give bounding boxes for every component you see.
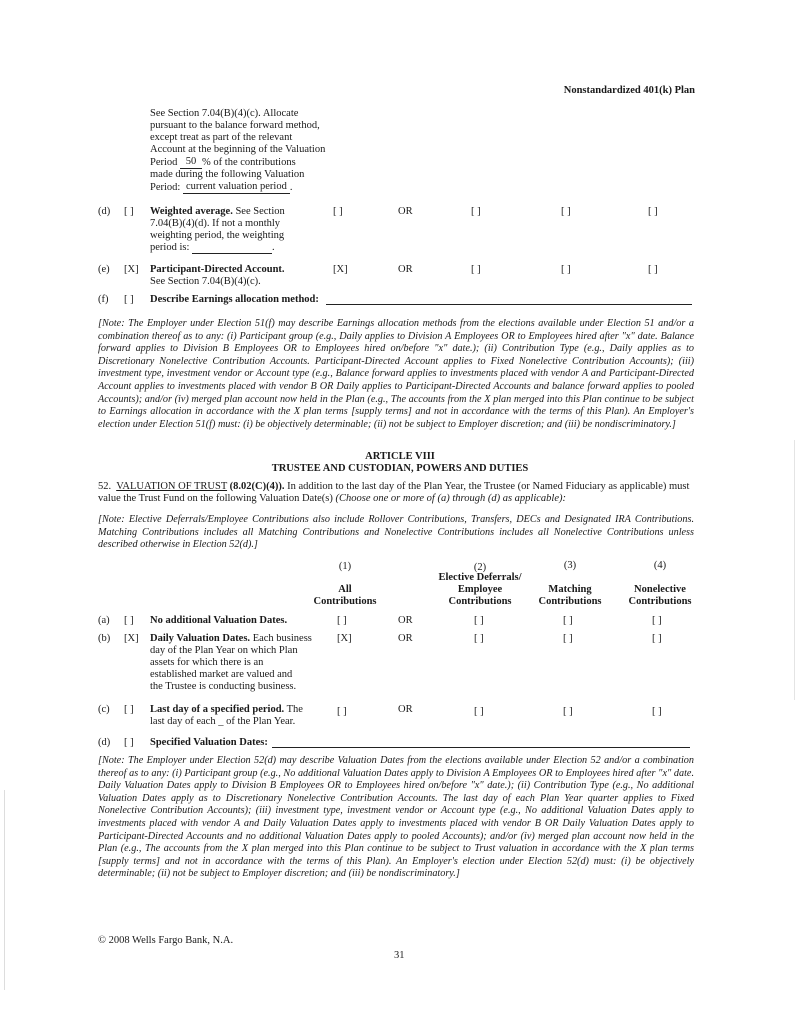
percent-rest: % of the contributions bbox=[202, 157, 296, 168]
col1-checkbox[interactable]: [X] bbox=[337, 633, 352, 644]
row-desc-line: day of the Plan Year on which Plan bbox=[150, 645, 298, 656]
col3-checkbox[interactable]: [ ] bbox=[561, 206, 571, 217]
row-checkbox[interactable]: [ ] bbox=[124, 704, 134, 715]
section-instruction: (Choose one or more of (a) through (d) as applicable): bbox=[335, 493, 566, 505]
carryover-block bbox=[150, 108, 350, 194]
row-title: Last day of a specified period. bbox=[150, 704, 285, 715]
row-description bbox=[150, 633, 340, 693]
section-52-intro bbox=[98, 481, 694, 506]
percent-line bbox=[150, 156, 350, 169]
row-desc-line: last day of each _ of the Plan Year. bbox=[150, 716, 296, 727]
row-checkbox[interactable]: [X] bbox=[124, 633, 139, 644]
col1-label: All Contributions bbox=[313, 584, 377, 607]
row-letter: (e) bbox=[98, 264, 110, 275]
row-desc-line: assets for which there is an bbox=[150, 657, 264, 668]
col1-checkbox[interactable]: [ ] bbox=[337, 706, 347, 717]
col3-number: (3) bbox=[563, 560, 577, 571]
row-letter: (b) bbox=[98, 633, 111, 644]
row-title-rest: The bbox=[284, 704, 303, 715]
col4-checkbox[interactable]: [ ] bbox=[652, 615, 662, 626]
note-52-pre: [Note: Elective Deferrals/Employee Contributions also include Rollover Contributions, Transfers, DECs and Designated IRA Contributions. Matching Contributions includes all Matching Contributions and Nonelective Contributions includes all Nonelective Contributions unless described otherwise in Election 52(d).] bbox=[98, 514, 694, 551]
or-label: OR bbox=[398, 206, 413, 217]
col1-checkbox[interactable]: [ ] bbox=[333, 206, 343, 217]
earnings-method-field[interactable] bbox=[326, 304, 692, 305]
row-letter: (d) bbox=[98, 737, 111, 748]
period-word: Period bbox=[150, 157, 178, 168]
col2-checkbox[interactable]: [ ] bbox=[474, 706, 484, 717]
row-title: Weighted average. bbox=[150, 206, 233, 217]
col2-checkbox[interactable]: [ ] bbox=[471, 206, 481, 217]
made-line: made during the following Valuation bbox=[150, 169, 305, 180]
row-desc-line: period is: bbox=[150, 242, 190, 253]
row-title: Daily Valuation Dates. bbox=[150, 633, 251, 644]
section-intro-text: In addition to the last day of the Plan Year, the Trustee (or Named Fiduciary as applicable) must value the Trust Fund on the following Valuation Date(s) bbox=[98, 481, 690, 505]
or-label: OR bbox=[398, 264, 413, 275]
row-checkbox[interactable]: [ ] bbox=[124, 294, 134, 305]
row-checkbox[interactable]: [X] bbox=[124, 264, 139, 275]
row-checkbox[interactable]: [ ] bbox=[124, 737, 134, 748]
col3-checkbox[interactable]: [ ] bbox=[563, 706, 573, 717]
carryover-line: except treat as part of the relevant bbox=[150, 132, 293, 143]
col4-checkbox[interactable]: [ ] bbox=[652, 633, 662, 644]
col4-checkbox[interactable]: [ ] bbox=[652, 706, 662, 717]
row-letter: (d) bbox=[98, 206, 111, 217]
carryover-line: pursuant to the balance forward method, bbox=[150, 120, 320, 131]
valuation-period-field[interactable]: current valuation period bbox=[183, 181, 290, 194]
weighting-period-field[interactable] bbox=[192, 253, 272, 254]
carryover-line: Account at the beginning of the Valuation bbox=[150, 144, 326, 155]
note-51: [Note: The Employer under Election 51(f) may describe Earnings allocation methods from the elections available under Election 51 and/or a combination thereof as to any: (i) Participant group (e.g., Daily applies to Division A Employees OR to Employees hired after "x" date. Balance forward applies to Division B Employees OR to Employees hired on/before "x" date.); (ii) Contribution Type (e.g., Daily applies as to Discretionary Nonelective Contribution Accounts. Participant-Directed Account applies to Fixed Nonelective Contribution Accounts); (iii) investment type, investment vendor or Account type (e.g., Balance forward applies to investments placed with vendor A and Participant-Directed Account applies to investments placed with vendor B OR Daily applies to Participant-Directed Accounts and balance forward applies to pooled Accounts); and/or (iv) merged plan account now held in the Plan (e.g., The accounts from the X plan merged into this Plan continue to be subject to Earnings allocation in accordance with the X plan terms [supply terms] and not in accordance with the terms of this Plan). An Employer's election under Election 51(f) must: (i) be objectively determinable; (ii) not be subject to Employer discretion; and (iii) be nondiscriminatory.] bbox=[98, 318, 694, 430]
scan-edge-mark bbox=[794, 440, 795, 700]
scan-edge-mark bbox=[4, 790, 5, 990]
row-description bbox=[150, 264, 340, 288]
col2-checkbox[interactable]: [ ] bbox=[474, 615, 484, 626]
note-52: [Note: The Employer under Election 52(d) may describe Valuation Dates from the elections available under Election 52 and/or a combination thereof as to any: (i) Participant group (e.g., No additional Valuation Dates apply to Division A Employees OR to Employees hired after "x" date. Daily Valuation Dates apply to Division B Employees OR to Employees hired on/before "x" date.); (ii) Contribution Type (e.g., No additional Valuation Dates apply as to Discretionary Nonelective Contribution Accounts. The last day of each Plan Year quarter applies to Fixed Nonelective Contribution Accounts); (iii) investment type, investment vendor or Account type (e.g., No additional Valuation Dates apply to investments placed with vendor A and Daily Valuation Dates apply to investments placed with vendor B OR Daily Valuation Dates apply to Participant-Directed Accounts and no additional Valuation Dates apply to pooled Accounts); and/or (iv) merged plan account now held in the Plan (e.g., The accounts from the X plan merged into this Plan continue to be subject to Trust valuation in accordance with the X plan terms [supply terms] and not in accordance with the terms of this Plan). An Employer's election under Election 52(d) must: (i) be objectively determinable; (ii) not be subject to Employer discretion; and (iii) be nondiscriminatory.] bbox=[98, 755, 694, 880]
row-desc-line: 7.04(B)(4)(d). If not a monthly bbox=[150, 218, 281, 229]
percent-field[interactable]: 50 bbox=[180, 156, 202, 169]
col2-checkbox[interactable]: [ ] bbox=[474, 633, 484, 644]
section-number: 52. bbox=[98, 481, 112, 492]
row-title-rest: Each business bbox=[250, 633, 312, 644]
row-desc-line: See Section 7.04(B)(4)(c). bbox=[150, 276, 261, 287]
row-letter: (c) bbox=[98, 704, 110, 715]
row-title-rest: See Section bbox=[232, 206, 285, 217]
col1-number: (1) bbox=[338, 561, 352, 572]
article-title: TRUSTEE AND CUSTODIAN, POWERS AND DUTIES bbox=[271, 463, 529, 474]
valuation-dates-field[interactable] bbox=[272, 747, 690, 748]
section-heading: VALUATION OF TRUST bbox=[116, 481, 228, 492]
row-checkbox[interactable]: [ ] bbox=[124, 615, 134, 626]
col4-label: Nonelective Contributions bbox=[628, 584, 692, 607]
col1-checkbox[interactable]: [X] bbox=[333, 264, 348, 275]
row-description: Weighted average. See Section 7.04(B)(4)(d). If not a monthly weighting period, the weighting period is: . bbox=[150, 206, 340, 254]
section-ref: (8.02(C)(4)). bbox=[229, 481, 285, 492]
row-title: No additional Valuation Dates. bbox=[150, 615, 288, 626]
copyright: © 2008 Wells Fargo Bank, N.A. bbox=[98, 935, 234, 946]
col1-checkbox[interactable]: [ ] bbox=[337, 615, 347, 626]
col4-number: (4) bbox=[653, 560, 667, 571]
row-checkbox[interactable]: [ ] bbox=[124, 206, 134, 217]
row-letter: (a) bbox=[98, 615, 110, 626]
col2-label: Elective Deferrals/ Employee Contributions bbox=[438, 572, 522, 607]
page-number: 31 bbox=[394, 950, 405, 961]
valuation-period-line: Period: current valuation period . bbox=[150, 181, 293, 193]
row-title: Describe Earnings allocation method: bbox=[150, 294, 319, 305]
col4-checkbox[interactable]: [ ] bbox=[648, 206, 658, 217]
col4-checkbox[interactable]: [ ] bbox=[648, 264, 658, 275]
period-label: Period: bbox=[150, 182, 181, 193]
col3-checkbox[interactable]: [ ] bbox=[561, 264, 571, 275]
plan-header: Nonstandardized 401(k) Plan bbox=[563, 85, 695, 96]
or-label: OR bbox=[398, 615, 413, 626]
or-label: OR bbox=[398, 633, 413, 644]
article-number: ARTICLE VIII bbox=[365, 451, 435, 462]
row-description bbox=[150, 704, 340, 728]
row-title: Participant-Directed Account. bbox=[150, 264, 285, 275]
row-desc-line: the Trustee is conducting business. bbox=[150, 681, 297, 692]
row-letter: (f) bbox=[98, 294, 109, 305]
or-label: OR bbox=[398, 704, 413, 715]
col3-checkbox[interactable]: [ ] bbox=[563, 633, 573, 644]
col2-number: (2) bbox=[473, 562, 487, 573]
col3-checkbox[interactable]: [ ] bbox=[563, 615, 573, 626]
carryover-line: See Section 7.04(B)(4)(c). Allocate bbox=[150, 108, 299, 119]
row-title: Specified Valuation Dates: bbox=[150, 737, 268, 748]
row-desc-line: weighting period, the weighting bbox=[150, 230, 285, 241]
row-desc-line: established market are valued and bbox=[150, 669, 293, 680]
col3-label: Matching Contributions bbox=[538, 584, 602, 607]
col2-checkbox[interactable]: [ ] bbox=[471, 264, 481, 275]
